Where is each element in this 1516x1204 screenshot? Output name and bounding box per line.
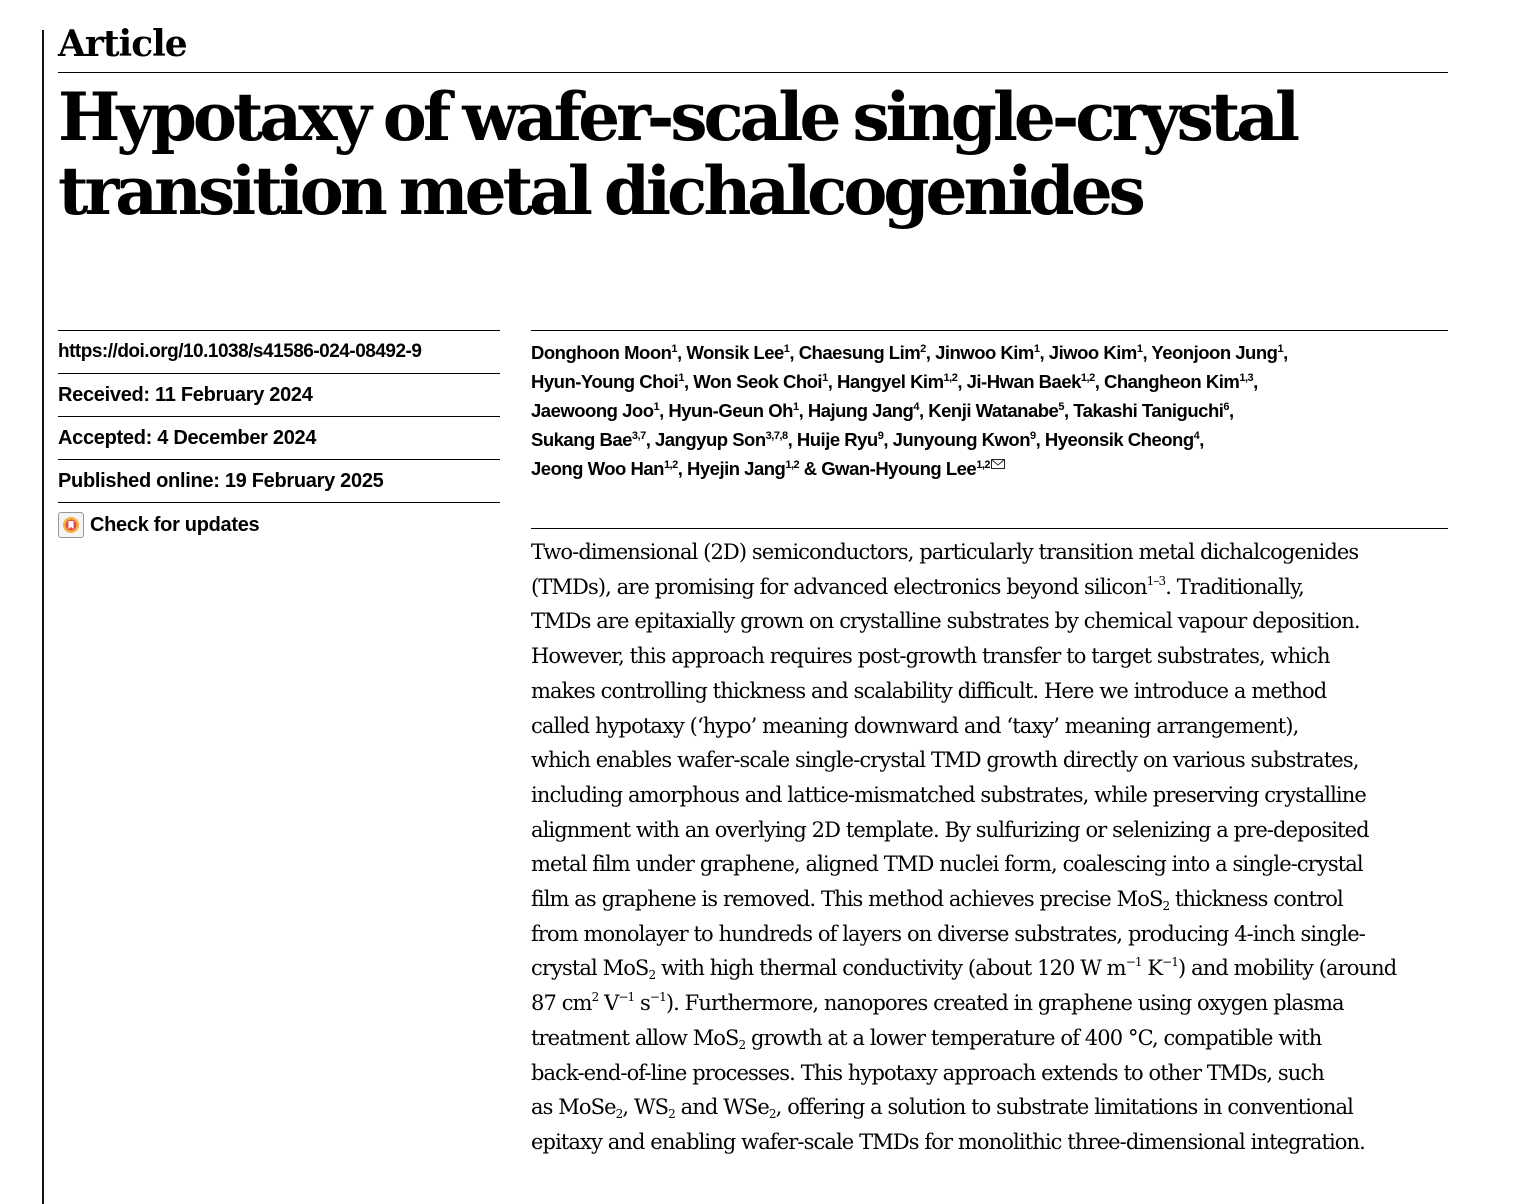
abstract-line: However, this approach requires post-growth transfer to target substrates, which — [531, 644, 1330, 669]
author-name[interactable]: , Changheon Kim — [1094, 371, 1240, 392]
author-separator: , — [1199, 429, 1204, 450]
received-date: Received: 11 February 2024 — [58, 374, 500, 417]
article-type-label: Article — [58, 23, 187, 65]
affiliation-sup: 1 — [653, 401, 660, 413]
citation-ref[interactable]: 1–3 — [1146, 573, 1166, 588]
affiliation-sup: 2 — [920, 343, 926, 355]
abstract-text: . Traditionally, — [1165, 574, 1304, 599]
author-name[interactable]: , Hangyel Kim — [827, 371, 944, 392]
author-name[interactable]: , Kenji Watanabe — [918, 400, 1059, 421]
abstract-text: treatment allow MoS — [531, 1025, 739, 1050]
author-name[interactable]: , Junyoung Kwon — [883, 429, 1030, 450]
abstract-line: TMDs are epitaxially grown on crystalline substrates by chemical vapour deposition. — [531, 609, 1360, 634]
superscript: 2 — [591, 990, 599, 1005]
author-name[interactable]: , Hyeonsik Cheong — [1035, 429, 1194, 450]
abstract-text: film as graphene is removed. This method achieves precise MoS — [531, 887, 1163, 912]
title-line-1: Hypotaxy of wafer-scale single-crystal — [58, 78, 1297, 156]
abstract-text: as MoSe — [531, 1095, 616, 1120]
abstract-text: K — [1141, 956, 1163, 981]
author-list — [531, 338, 1451, 483]
abstract — [531, 535, 1456, 1160]
affiliation-sup: 1,3 — [1239, 372, 1254, 384]
abstract-text: , WS — [622, 1095, 669, 1120]
article-title — [58, 80, 1448, 228]
abstract-text: with high thermal conductivity (about 120 W m — [655, 956, 1126, 981]
affiliation-sup: 6 — [1223, 401, 1230, 413]
abstract-line: epitaxy and enabling wafer-scale TMDs for monolithic three-dimensional integration. — [531, 1129, 1365, 1154]
subscript: 2 — [668, 1107, 675, 1122]
abstract-text: and WSe — [674, 1095, 769, 1120]
abstract-text: ). Furthermore, nanopores created in graphene using oxygen plasma — [665, 991, 1344, 1016]
affiliation-sup: 9 — [877, 430, 884, 442]
affiliation-sup: 1 — [783, 343, 790, 355]
abstract-text: (TMDs), are promising for advanced electronics beyond silicon — [531, 574, 1147, 599]
author-name[interactable]: , Ji-Hwan Baek — [957, 371, 1081, 392]
affiliation-sup: 1,2 — [785, 459, 800, 471]
superscript: −1 — [1125, 955, 1142, 970]
author-name[interactable]: , Jinwoo Kim — [925, 342, 1034, 363]
subscript: 2 — [768, 1107, 776, 1122]
abstract-line: which enables wafer-scale single-crystal TMD growth directly on various substrates, — [531, 748, 1359, 773]
author-line — [531, 425, 1451, 454]
affiliation-sup: 3,7 — [631, 430, 646, 442]
subscript: 2 — [738, 1037, 746, 1052]
author-name[interactable]: Jaewoong Joo — [531, 400, 654, 421]
affiliation-sup: 1,2 — [943, 372, 958, 384]
authors-rule — [531, 330, 1448, 331]
author-name[interactable]: , Hajung Jang — [798, 400, 914, 421]
mail-icon[interactable] — [991, 459, 1005, 469]
abstract-line — [531, 986, 1456, 1021]
author-line — [531, 454, 1451, 483]
abstract-rule — [531, 528, 1448, 529]
abstract-line — [531, 570, 1456, 605]
author-line — [531, 396, 1451, 425]
abstract-line — [531, 951, 1456, 986]
abstract-text: V — [598, 991, 619, 1016]
abstract-line: Two-dimensional (2D) semiconductors, particularly transition metal dichalcogenides — [531, 540, 1359, 564]
author-name[interactable]: & Gwan-Hyoung Lee — [799, 458, 977, 479]
affiliation-sup: 3,7,8 — [765, 430, 788, 442]
author-separator: , — [1283, 342, 1288, 363]
affiliation-sup: 9 — [1030, 430, 1036, 442]
author-name[interactable]: , Yeonjoon Jung — [1142, 342, 1278, 363]
affiliation-sup: 1 — [1033, 343, 1040, 355]
author-name[interactable]: , Chaesung Lim — [789, 342, 921, 363]
affiliation-sup: 4 — [1193, 430, 1200, 442]
author-name[interactable]: , Takashi Taniguchi — [1063, 400, 1224, 421]
author-name[interactable]: Donghoon Moon — [531, 342, 672, 363]
author-name[interactable]: , Wonsik Lee — [677, 342, 784, 363]
check-for-updates-icon — [58, 512, 84, 538]
affiliation-sup: 1,2 — [663, 459, 678, 471]
affiliation-sup: 1 — [1136, 343, 1143, 355]
abstract-line: from monolayer to hundreds of layers on diverse substrates, producing 4-inch single- — [531, 921, 1365, 946]
abstract-line — [531, 882, 1456, 917]
affiliation-sup: 1,2 — [976, 459, 990, 471]
abstract-text: ) and mobility (around — [1178, 956, 1397, 981]
author-name[interactable]: Sukang Bae — [531, 429, 632, 450]
author-line — [531, 338, 1451, 367]
author-name[interactable]: , Hyejin Jang — [677, 458, 786, 479]
abstract-line: makes controlling thickness and scalability difficult. Here we introduce a method — [531, 678, 1327, 703]
header-rule — [58, 72, 1448, 73]
affiliation-sup: 1 — [678, 372, 684, 384]
doi-link[interactable]: https://doi.org/10.1038/s41586-024-08492-9 — [58, 331, 500, 374]
affiliation-sup: 1 — [1277, 343, 1284, 355]
author-name[interactable]: Hyun-Young Choi — [531, 371, 679, 392]
author-separator: , — [1253, 371, 1258, 392]
abstract-text: crystal MoS — [531, 956, 649, 981]
author-separator: , — [1229, 400, 1234, 421]
check-for-updates-label: Check for updates — [90, 513, 260, 536]
published-date: Published online: 19 February 2025 — [58, 460, 500, 503]
page-left-rule — [42, 30, 44, 1204]
abstract-text: 87 cm — [531, 991, 592, 1016]
affiliation-sup: 1 — [822, 372, 828, 384]
affiliation-sup: 5 — [1058, 401, 1064, 413]
article-metadata — [58, 330, 500, 547]
affiliation-sup: 4 — [913, 401, 919, 413]
superscript: −1 — [649, 990, 666, 1005]
affiliation-sup: 1,2 — [1080, 372, 1095, 384]
accepted-date: Accepted: 4 December 2024 — [58, 417, 500, 460]
affiliation-sup: 1 — [671, 343, 678, 355]
author-name[interactable]: , Hyun-Geun Oh — [659, 400, 793, 421]
subscript: 2 — [648, 968, 656, 983]
subscript: 2 — [1162, 899, 1170, 914]
check-for-updates-button[interactable] — [58, 503, 500, 547]
abstract-line — [531, 1021, 1456, 1056]
affiliation-sup: 1 — [792, 401, 799, 413]
abstract-text: growth at a lower temperature of 400 °C, compatible with — [745, 1025, 1322, 1050]
superscript: −1 — [618, 990, 635, 1005]
abstract-line — [531, 1090, 1456, 1125]
abstract-text: thickness control — [1169, 887, 1343, 912]
abstract-line: alignment with an overlying 2D template. By sulfurizing or selenizing a pre-deposited — [531, 817, 1369, 842]
subscript: 2 — [615, 1107, 623, 1122]
title-line-2: transition metal dichalcogenides — [58, 152, 1142, 230]
abstract-text: , offering a solution to substrate limitations in conventional — [775, 1095, 1353, 1120]
author-name[interactable]: Jeong Woo Han — [531, 458, 664, 479]
author-name[interactable]: , Jiwoo Kim — [1039, 342, 1137, 363]
author-name[interactable]: , Huije Ryu — [787, 429, 878, 450]
superscript: −1 — [1162, 955, 1179, 970]
author-line — [531, 367, 1451, 396]
author-name[interactable]: , Won Seok Choi — [683, 371, 823, 392]
abstract-line: metal film under graphene, aligned TMD nuclei form, coalescing into a single-crystal — [531, 852, 1363, 877]
abstract-line: back-end-of-line processes. This hypotaxy approach extends to other TMDs, such — [531, 1060, 1324, 1085]
abstract-line: called hypotaxy (‘hypo’ meaning downward and ‘taxy’ meaning arrangement), — [531, 713, 1299, 738]
abstract-text: s — [634, 991, 650, 1016]
abstract-line: including amorphous and lattice-mismatched substrates, while preserving crystalline — [531, 782, 1366, 807]
author-name[interactable]: , Jangyup Son — [645, 429, 766, 450]
